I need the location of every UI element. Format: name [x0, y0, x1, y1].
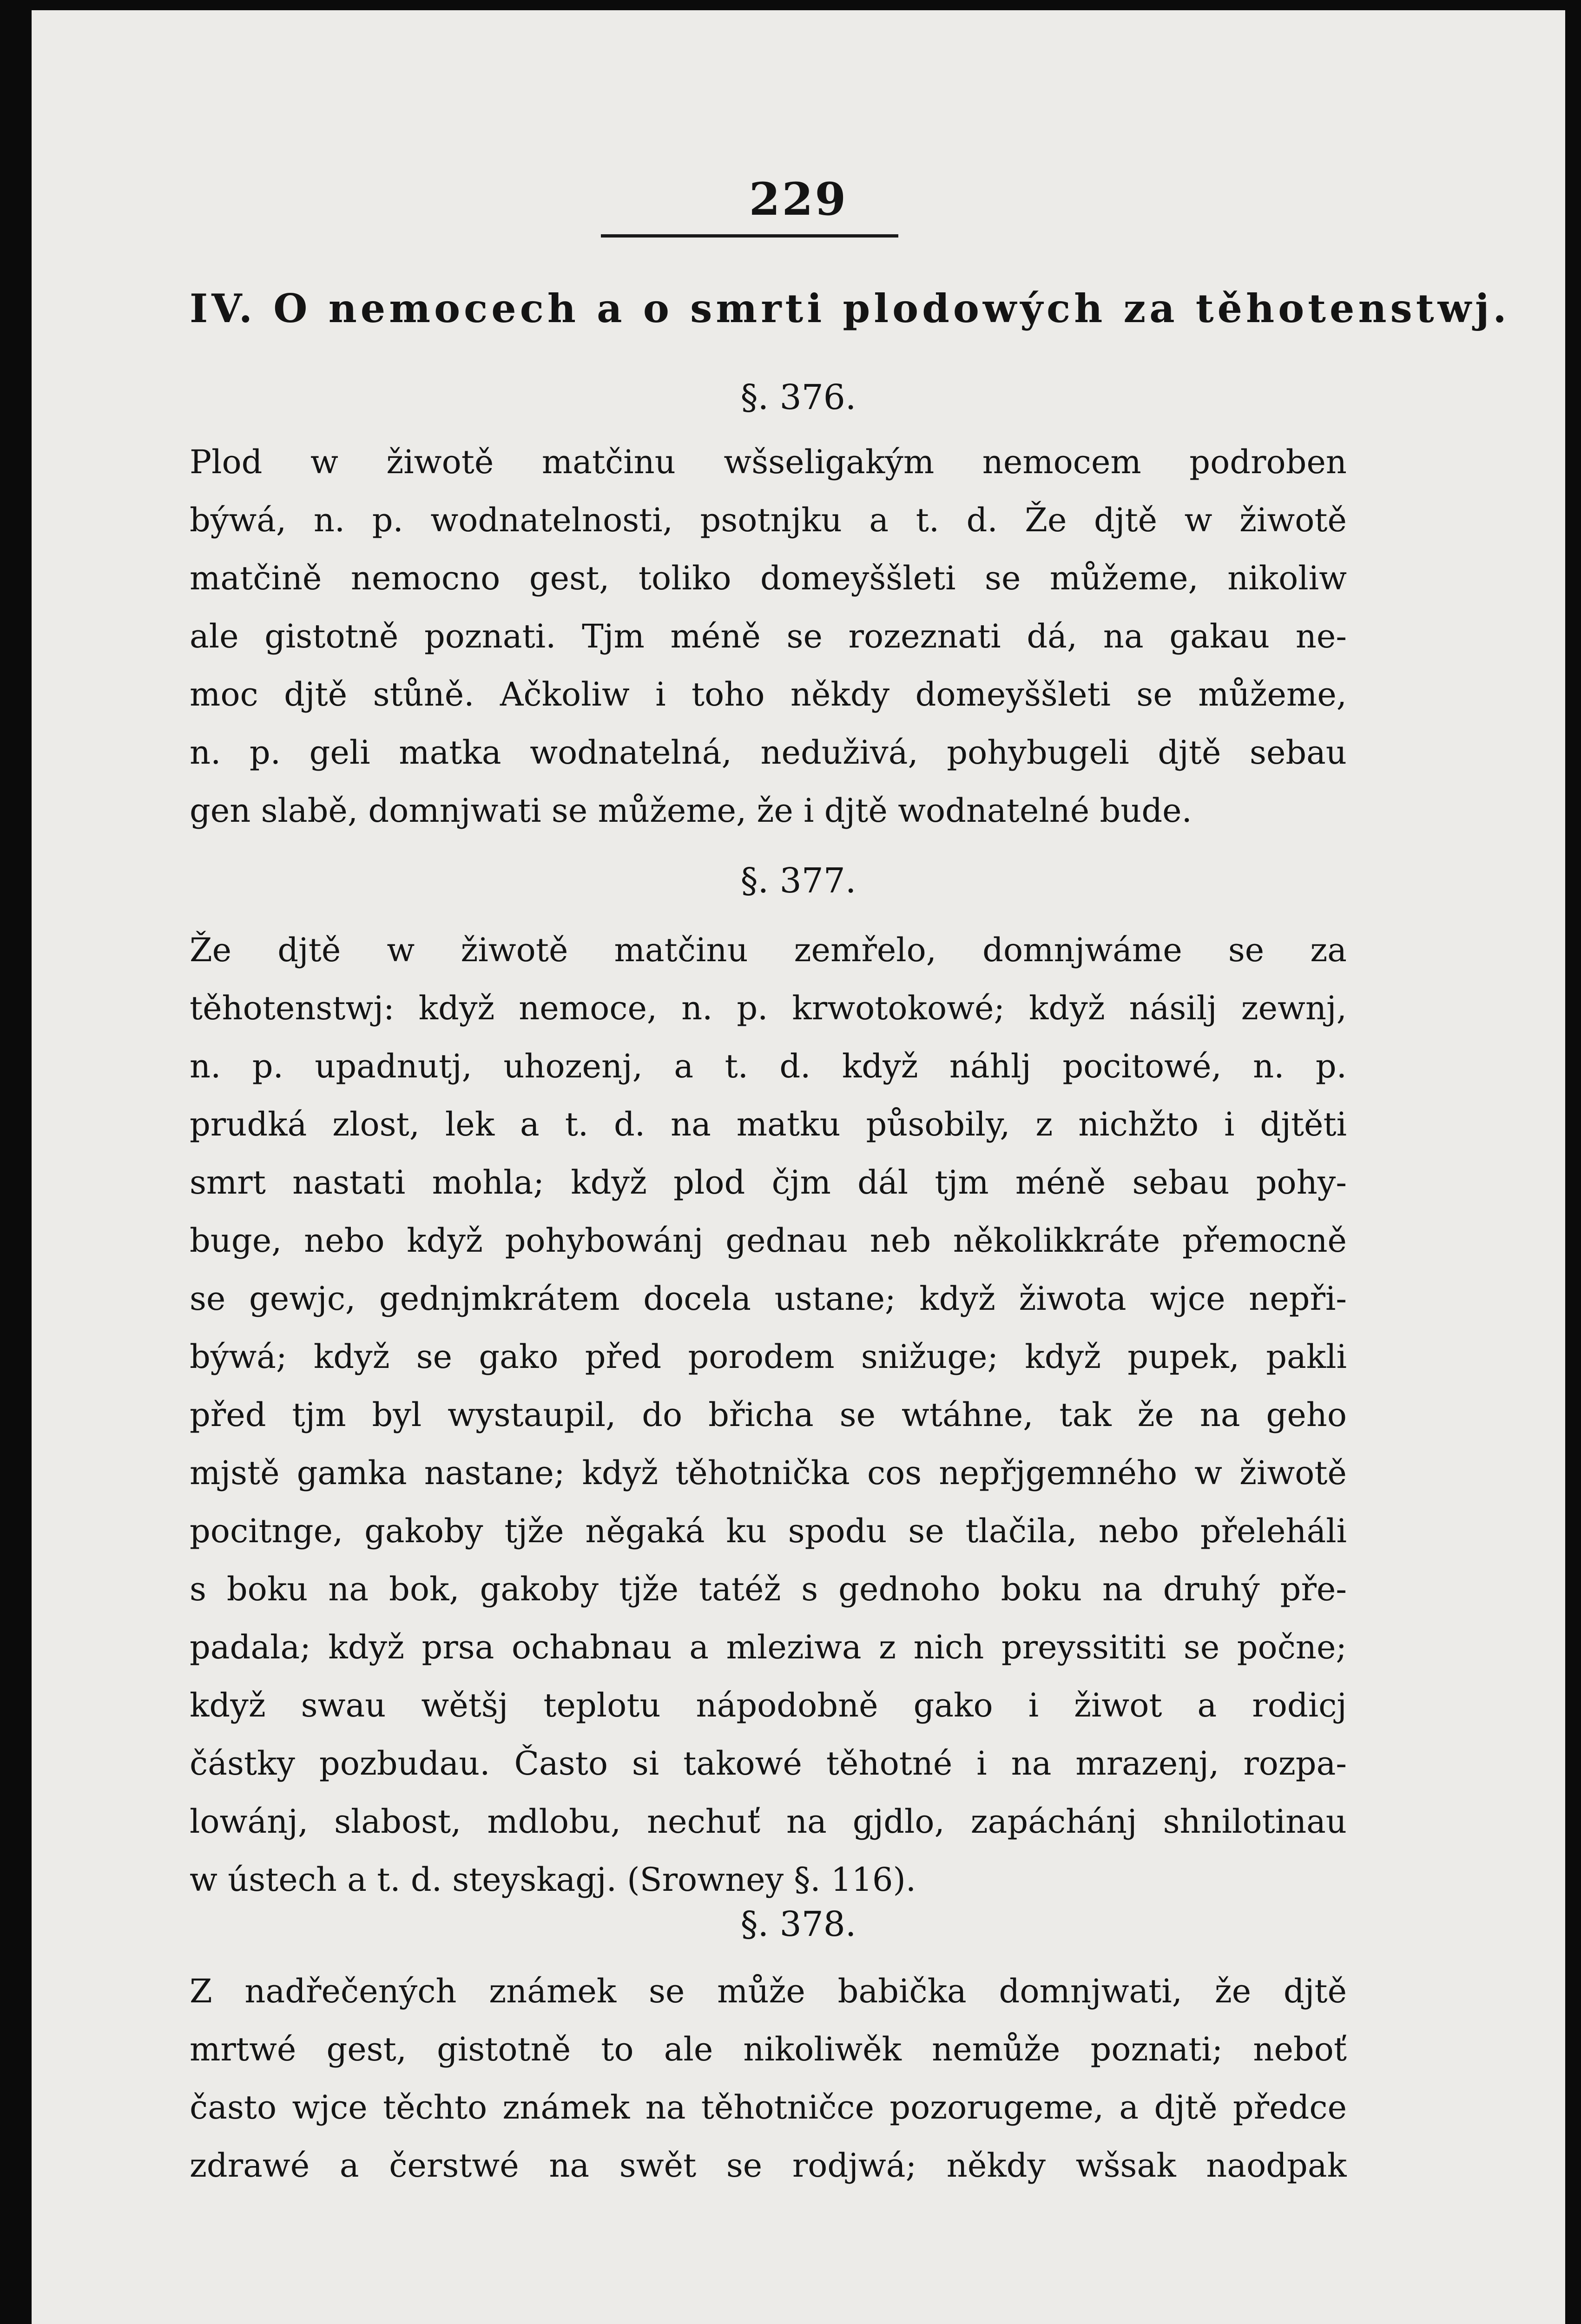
- text-line: pocitnge, gakoby tjže něgaká ku spodu se tlačila, nebo přeleháli: [190, 1512, 1347, 1550]
- text-line: n. p. geli matka wodnatelná, neduživá, pohybugeli djtě sebau: [190, 733, 1347, 772]
- text-line: mrtwé gest, gistotně to ale nikoliwěk nemůže poznati; neboť: [190, 2030, 1347, 2068]
- text-line: matčině nemocno gest, toliko domeyššleti se můžeme, nikoliw: [190, 559, 1347, 597]
- header-rule: [601, 234, 898, 238]
- chapter-title: IV. O nemocech a o smrti plodowých za těhotenstwj.: [190, 285, 1510, 331]
- text-line: Plod w žiwotě matčinu wšseligakým nemocem podroben: [190, 443, 1347, 481]
- text-line: padala; když prsa ochabnau a mleziwa z nich preyssititi se počne;: [190, 1628, 1347, 1666]
- text-line: w ústech a t. d. steyskagj. (Srowney §. 116).: [190, 1861, 916, 1899]
- paragraph-378: [190, 1962, 1347, 2195]
- text-line: často wjce těchto známek na těhotničce pozorugeme, a djtě předce: [190, 2088, 1347, 2126]
- text-line: gen slabě, domnjwati se můžeme, že i djtě wodnatelné bude.: [190, 792, 1192, 830]
- book-page: [32, 10, 1565, 2324]
- text-line: moc djtě stůně. Ačkoliw i toho někdy domeyššleti se můžeme,: [190, 675, 1347, 713]
- text-line: před tjm byl wystaupil, do břicha se wtáhne, tak že na geho: [190, 1396, 1347, 1434]
- text-line: mjstě gamka nastane; když těhotnička cos nepřjgemného w žiwotě: [190, 1454, 1347, 1492]
- text-line: buge, nebo když pohybowánj gednau neb několikkráte přemocně: [190, 1221, 1347, 1260]
- text-line: býwá, n. p. wodnatelnosti, psotnjku a t. d. Že djtě w žiwotě: [190, 501, 1347, 539]
- paragraph-376: [190, 433, 1347, 840]
- section-mark-377: §. 377.: [740, 861, 856, 901]
- text-line: se gewjc, gednjmkrátem docela ustane; když žiwota wjce nepři-: [190, 1280, 1347, 1318]
- text-line: když swau wětšj teplotu nápodobně gako i žiwot a rodicj: [190, 1686, 1347, 1724]
- text-line: s boku na bok, gakoby tjže tatéž s gednoho boku na druhý pře-: [190, 1570, 1347, 1608]
- text-line: n. p. upadnutj, uhozenj, a t. d. když náhlj pocitowé, n. p.: [190, 1047, 1347, 1085]
- text-line: prudká zlost, lek a t. d. na matku působily, z nichžto i djtěti: [190, 1105, 1347, 1143]
- page-number: 229: [749, 173, 848, 225]
- text-line: částky pozbudau. Často si takowé těhotné i na mrazenj, rozpa-: [190, 1744, 1347, 1783]
- text-line: Že djtě w žiwotě matčinu zemřelo, domnjwáme se za: [190, 931, 1347, 969]
- text-line: Z nadřečených známek se může babička domnjwati, že djtě: [190, 1972, 1347, 2010]
- text-line: těhotenstwj: když nemoce, n. p. krwotokowé; když násilj zewnj,: [190, 989, 1347, 1027]
- text-line: smrt nastati mohla; když plod čjm dál tjm méně sebau pohy-: [190, 1163, 1347, 1202]
- text-line: ale gistotně poznati. Tjm méně se rozeznati dá, na gakau ne-: [190, 617, 1347, 655]
- section-mark-376: §. 376.: [740, 377, 856, 417]
- text-line: lowánj, slabost, mdlobu, nechuť na gjdlo, zapáchánj shnilotinau: [190, 1802, 1347, 1841]
- section-mark-378: §. 378.: [740, 1904, 856, 1944]
- text-line: zdrawé a čerstwé na swět se rodjwá; někdy wšsak naodpak: [190, 2146, 1347, 2185]
- text-line: býwá; když se gako před porodem snižuge; když pupek, pakli: [190, 1338, 1347, 1376]
- paragraph-377: [190, 921, 1347, 1909]
